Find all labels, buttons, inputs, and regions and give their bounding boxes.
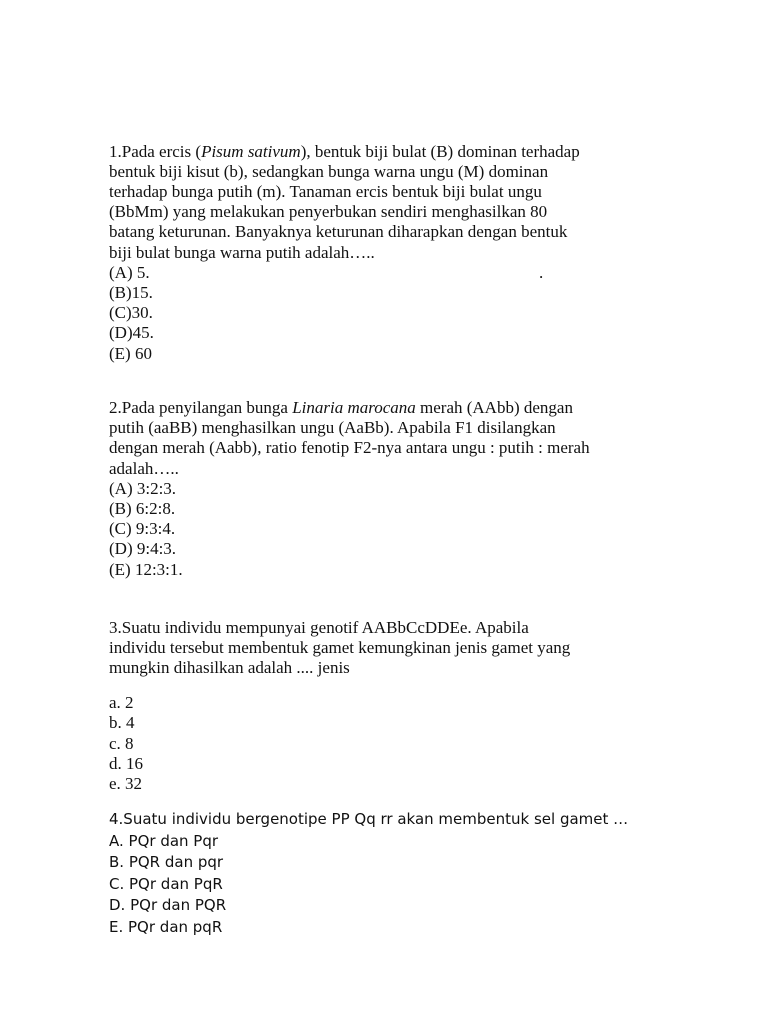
question-2-option-b: (B) 6:2:8. xyxy=(109,499,176,518)
question-2-line-1: 2.Pada penyilangan bunga Linaria marocana merah (AAbb) dengan xyxy=(109,398,573,417)
question-4-option-d: D. PQr dan PQR xyxy=(109,896,227,914)
question-2-option-e: (E) 12:3:1. xyxy=(109,560,183,579)
question-4-option-e: E. PQr dan pqR xyxy=(109,918,223,936)
question-3-option-e: e. 32 xyxy=(109,774,143,793)
question-3-option-d: d. 16 xyxy=(109,754,143,773)
question-2-line-3: dengan merah (Aabb), ratio fenotip F2-nya antara ungu : putih : merah xyxy=(109,438,590,457)
question-3-line-2: individu tersebut membentuk gamet kemungkinan jenis gamet yang xyxy=(109,638,571,657)
question-1-line-3: terhadap bunga putih (m). Tanaman ercis bentuk biji bulat ungu xyxy=(109,182,542,201)
question-1-line-4: (BbMm) yang melakukan penyerbukan sendiri menghasilkan 80 xyxy=(109,202,548,221)
question-1-option-e: (E) 60 xyxy=(109,344,152,363)
question-2-option-a: (A) 3:2:3. xyxy=(109,479,177,498)
question-1-option-c: (C)30. xyxy=(109,303,153,322)
question-3-line-1: 3.Suatu individu mempunyai genotif AABbCcDDEe. Apabila xyxy=(109,618,529,637)
question-1-option-a: (A) 5. xyxy=(109,263,150,282)
question-2-option-d: (D) 9:4:3. xyxy=(109,539,177,558)
question-4-line-1: 4.Suatu individu bergenotipe PP Qq rr akan membentuk sel gamet … xyxy=(109,810,629,828)
question-3-option-b: b. 4 xyxy=(109,713,135,732)
question-2-line-4: adalah….. xyxy=(109,459,179,478)
stray-dot: . xyxy=(539,263,544,282)
question-4-option-c: C. PQr dan PqR xyxy=(109,875,223,893)
species-name: Pisum sativum xyxy=(201,142,301,161)
question-1-line-1: 1.Pada ercis (Pisum sativum), bentuk biji bulat (B) dominan terhadap xyxy=(109,142,580,161)
question-4-option-a: A. PQr dan Pqr xyxy=(109,832,219,850)
question-3-option-a: a. 2 xyxy=(109,693,134,712)
question-1-line-5: batang keturunan. Banyaknya keturunan diharapkan dengan bentuk xyxy=(109,222,568,241)
species-name: Linaria marocana xyxy=(292,398,416,417)
question-2-line-2: putih (aaBB) menghasilkan ungu (AaBb). Apabila F1 disilangkan xyxy=(109,418,556,437)
question-1-line-2: bentuk biji kisut (b), sedangkan bunga warna ungu (M) dominan xyxy=(109,162,549,181)
question-1-line-6: biji bulat bunga warna putih adalah….. xyxy=(109,243,375,262)
question-3-line-3: mungkin dihasilkan adalah .... jenis xyxy=(109,658,350,677)
question-1-option-b: (B)15. xyxy=(109,283,153,302)
question-3-option-c: c. 8 xyxy=(109,734,134,753)
question-1-option-d: (D)45. xyxy=(109,323,154,342)
question-2-option-c: (C) 9:3:4. xyxy=(109,519,176,538)
question-4-option-b: B. PQR dan pqr xyxy=(109,853,224,871)
